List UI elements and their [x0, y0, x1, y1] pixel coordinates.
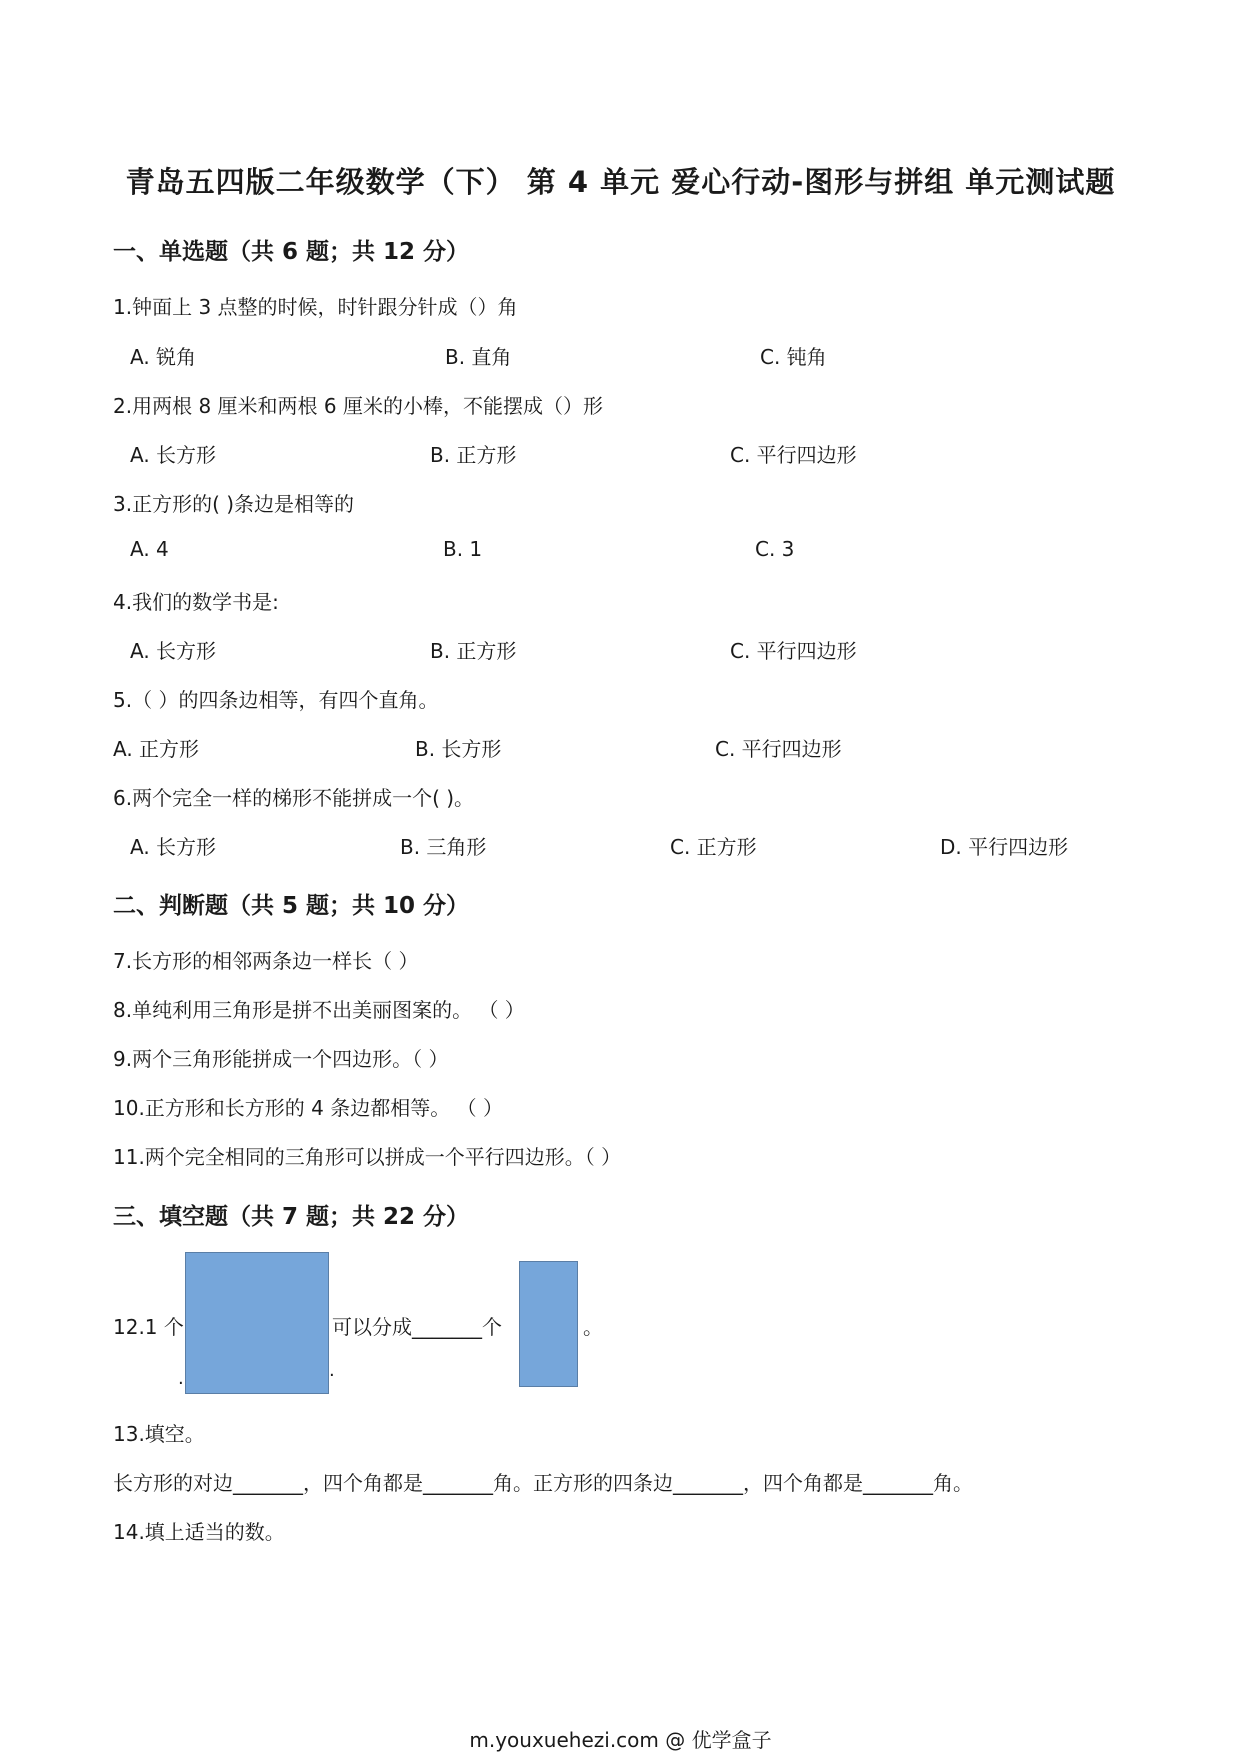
blue-rectangle-shape — [519, 1261, 578, 1387]
section-heading-fill-in: 三、填空题（共 7 题；共 22 分） — [113, 1204, 470, 1230]
question-1-option-b: B. 直角 — [445, 345, 512, 369]
question-4-option-a: A. 长方形 — [130, 639, 217, 663]
section-heading-true-false: 二、判断题（共 5 题；共 10 分） — [113, 893, 470, 919]
question-1-option-c: C. 钝角 — [760, 345, 827, 369]
question-5-option-b: B. 长方形 — [415, 737, 502, 761]
question-13-fill-line: 长方形的对边_______，四个角都是_______角。正方形的四条边_______，四个角都是_______角。 — [113, 1471, 973, 1495]
dot-mark: . — [329, 1360, 335, 1381]
question-12-prefix: 12.1 个 — [113, 1315, 184, 1339]
question-5-option-a: A. 正方形 — [113, 737, 200, 761]
question-2-option-b: B. 正方形 — [430, 443, 517, 467]
question-7: 7.长方形的相邻两条边一样长（ ） — [113, 949, 419, 973]
blue-square-shape — [185, 1252, 329, 1394]
question-4: 4.我们的数学书是: — [113, 590, 279, 614]
question-12-suffix: 。 — [583, 1315, 603, 1339]
section-heading-single-choice: 一、单选题（共 6 题；共 12 分） — [113, 239, 470, 265]
question-2: 2.用两根 8 厘米和两根 6 厘米的小棒，不能摆成（）形 — [113, 394, 603, 418]
question-4-option-b: B. 正方形 — [430, 639, 517, 663]
footer-watermark: m.youxuehezi.com @ 优学盒子 — [469, 1728, 772, 1752]
question-3-option-a: A. 4 — [130, 537, 169, 561]
page-title: 青岛五四版二年级数学（下） 第 4 单元 爱心行动-图形与拼组 单元测试题 — [125, 165, 1116, 199]
question-3: 3.正方形的( )条边是相等的 — [113, 492, 355, 516]
question-4-option-c: C. 平行四边形 — [730, 639, 857, 663]
question-6-option-a: A. 长方形 — [130, 835, 217, 859]
question-8: 8.单纯利用三角形是拼不出美丽图案的。 （ ） — [113, 998, 525, 1022]
question-11: 11.两个完全相同的三角形可以拼成一个平行四边形。（ ） — [113, 1145, 622, 1169]
question-9: 9.两个三角形能拼成一个四边形。（ ） — [113, 1047, 449, 1071]
question-1: 1.钟面上 3 点整的时候，时针跟分针成（）角 — [113, 295, 518, 319]
question-5-option-c: C. 平行四边形 — [715, 737, 842, 761]
dot-mark: . — [178, 1368, 184, 1389]
question-1-option-a: A. 锐角 — [130, 345, 197, 369]
question-6-option-b: B. 三角形 — [400, 835, 487, 859]
question-6-option-c: C. 正方形 — [670, 835, 757, 859]
question-3-option-c: C. 3 — [755, 537, 795, 561]
question-2-option-a: A. 长方形 — [130, 443, 217, 467]
question-12-middle: 可以分成_______个 — [332, 1315, 502, 1339]
question-2-option-c: C. 平行四边形 — [730, 443, 857, 467]
question-6-option-d: D. 平行四边形 — [940, 835, 1069, 859]
question-5: 5.（ ）的四条边相等，有四个直角。 — [113, 688, 439, 712]
question-13: 13.填空。 — [113, 1422, 205, 1446]
question-3-option-b: B. 1 — [443, 537, 483, 561]
question-10: 10.正方形和长方形的 4 条边都相等。 （ ） — [113, 1096, 503, 1120]
question-6: 6.两个完全一样的梯形不能拼成一个( )。 — [113, 786, 475, 810]
question-14: 14.填上适当的数。 — [113, 1520, 285, 1544]
